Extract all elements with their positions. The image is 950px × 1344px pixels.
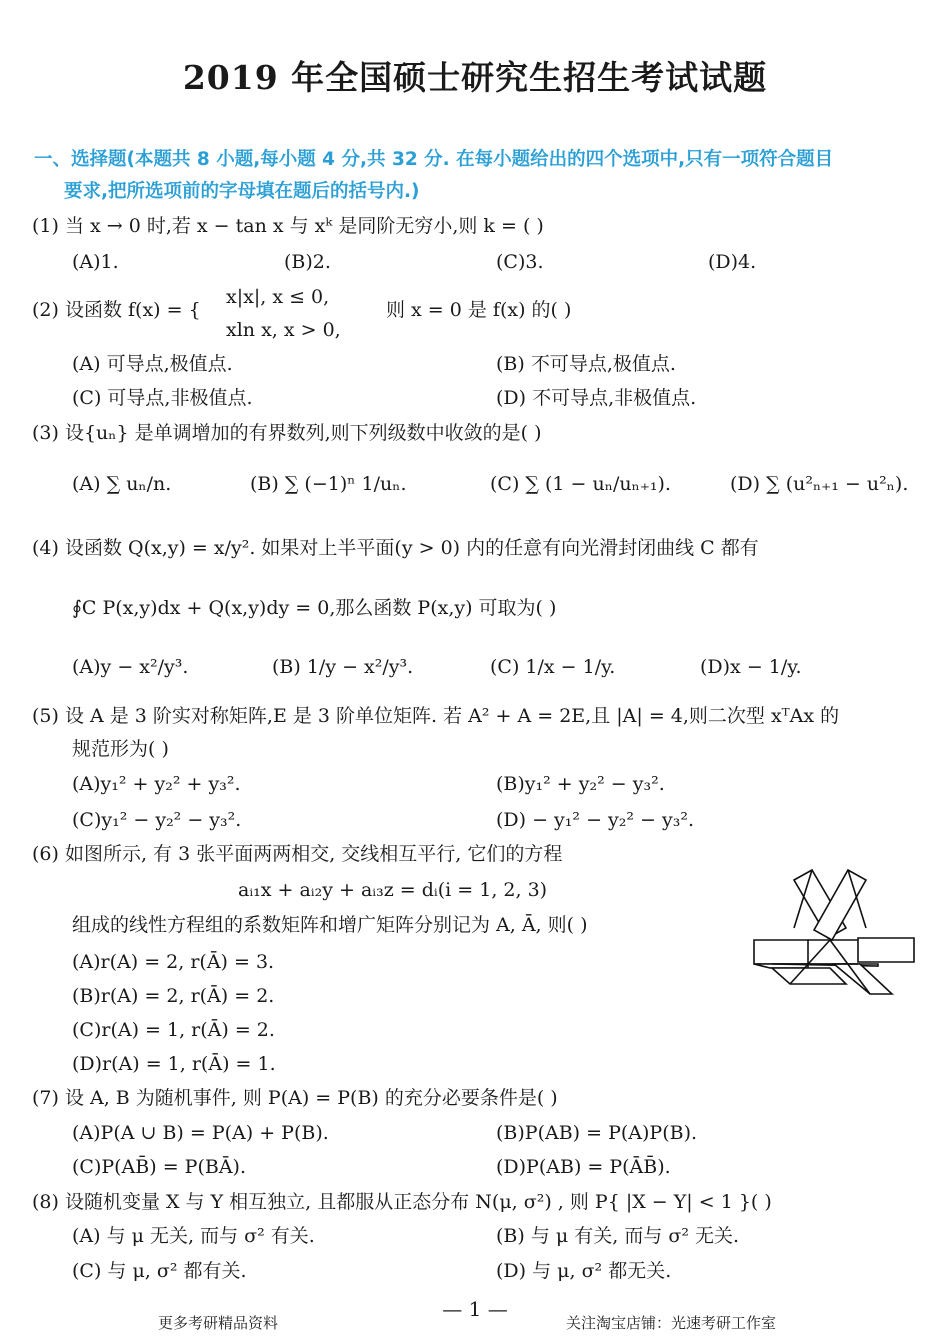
section-heading-line1: 一、选择题(本题共 8 小题,每小题 4 分,共 32 分. 在每小题给出的四个选项中,只有一项符合题目 [34, 149, 834, 170]
q1-option-a: (A)1. [72, 251, 119, 273]
q6-option-b: (B)r(A) = 2, r(Ā) = 2. [72, 985, 275, 1007]
q7-option-b: (B)P(AB) = P(A)P(B). [496, 1122, 698, 1144]
q5-option-c: (C)y₁² − y₂² − y₃². [72, 809, 242, 831]
q7-stem: (7) 设 A, B 为随机事件, 则 P(A) = P(B) 的充分必要条件是( ) [32, 1087, 558, 1109]
q5-option-b: (B)y₁² + y₂² − y₃². [496, 773, 665, 795]
q3-option-d: (D) ∑ (u²ₙ₊₁ − u²ₙ). [730, 473, 909, 495]
q5-stem: (5) 设 A 是 3 阶实对称矩阵,E 是 3 阶单位矩阵. 若 A² + A = 2E,且 |A| = 4,则二次型 xᵀAx 的 [32, 705, 840, 727]
q4-option-b: (B) 1/y − x²/y³. [272, 656, 414, 678]
q6-option-a: (A)r(A) = 2, r(Ā) = 3. [72, 951, 275, 973]
page-title: 2019 年全国硕士研究生招生考试试题 [182, 58, 768, 97]
q3-stem: (3) 设{uₙ} 是单调增加的有界数列,则下列级数中收敛的是( ) [32, 422, 542, 444]
q1-stem: (1) 当 x → 0 时,若 x − tan x 与 xᵏ 是同阶无穷小,则 k = ( ) [32, 215, 544, 237]
q5-option-d: (D) − y₁² − y₂² − y₃². [496, 809, 694, 831]
q3-option-c: (C) ∑ (1 − uₙ/uₙ₊₁). [490, 473, 671, 495]
q3-option-b: (B) ∑ (−1)ⁿ 1/uₙ. [250, 473, 407, 495]
q2-case1: x|x|, x ≤ 0, [226, 286, 330, 308]
page-number: — 1 — [442, 1297, 508, 1321]
q1-option-b: (B)2. [284, 251, 331, 273]
q4-stem: (4) 设函数 Q(x,y) = x/y². 如果对上半平面(y > 0) 内的任意有向光滑封闭曲线 C 都有 [32, 537, 759, 559]
q8-option-a: (A) 与 μ 无关, 而与 σ² 有关. [72, 1225, 315, 1247]
q2-tail: 则 x = 0 是 f(x) 的( ) [386, 299, 572, 321]
q7-option-a: (A)P(A ∪ B) = P(A) + P(B). [72, 1122, 329, 1144]
q8-option-b: (B) 与 μ 有关, 而与 σ² 无关. [496, 1225, 740, 1247]
q4-option-d: (D)x − 1/y. [700, 656, 802, 678]
q2-case2: xln x, x > 0, [226, 319, 341, 341]
q1-option-d: (D)4. [708, 251, 757, 273]
q4-option-a: (A)y − x²/y³. [72, 656, 189, 678]
footer-right-text: 关注淘宝店铺：光速考研工作室 [566, 1314, 777, 1332]
q2-option-b: (B) 不可导点,极值点. [496, 353, 676, 375]
q5-stem2: 规范形为( ) [72, 738, 169, 760]
q1-option-c: (C)3. [496, 251, 544, 273]
q6-option-c: (C)r(A) = 1, r(Ā) = 2. [72, 1019, 275, 1041]
footer-left-text: 更多考研精品资料 [158, 1314, 279, 1332]
q8-stem: (8) 设随机变量 X 与 Y 相互独立, 且都服从正态分布 N(μ, σ²) , 则 P{ |X − Y| < 1 }( ) [32, 1191, 772, 1213]
three-planes-figure [750, 868, 920, 998]
q6-equation: aᵢ₁x + aᵢ₂y + aᵢ₃z = dᵢ(i = 1, 2, 3) [238, 879, 548, 901]
q6-stem: (6) 如图所示, 有 3 张平面两两相交, 交线相互平行, 它们的方程 [32, 843, 563, 865]
q7-option-d: (D)P(AB) = P(ĀB̄). [496, 1156, 671, 1178]
q8-option-c: (C) 与 μ, σ² 都有关. [72, 1260, 247, 1282]
q2-option-c: (C) 可导点,非极值点. [72, 387, 253, 409]
q5-option-a: (A)y₁² + y₂² + y₃². [72, 773, 241, 795]
q8-option-d: (D) 与 μ, σ² 都无关. [496, 1260, 672, 1282]
q7-option-c: (C)P(AB̄) = P(BĀ). [72, 1156, 246, 1178]
q2-option-a: (A) 可导点,极值点. [72, 353, 233, 375]
q3-option-a: (A) ∑ uₙ/n. [72, 473, 172, 495]
q2-option-d: (D) 不可导点,非极值点. [496, 387, 697, 409]
q6-stem2: 组成的线性方程组的系数矩阵和增广矩阵分别记为 A, Ā, 则( ) [72, 914, 588, 936]
q4-stem2: ∮C P(x,y)dx + Q(x,y)dy = 0,那么函数 P(x,y) 可取为( ) [72, 597, 557, 619]
q6-option-d: (D)r(A) = 1, r(Ā) = 1. [72, 1053, 276, 1075]
q4-option-c: (C) 1/x − 1/y. [490, 656, 616, 678]
section-heading [34, 144, 920, 208]
q2-stem: (2) 设函数 f(x) = { [32, 299, 201, 321]
section-heading-line2: 要求,把所选项前的字母填在题后的括号内.) [64, 181, 420, 202]
